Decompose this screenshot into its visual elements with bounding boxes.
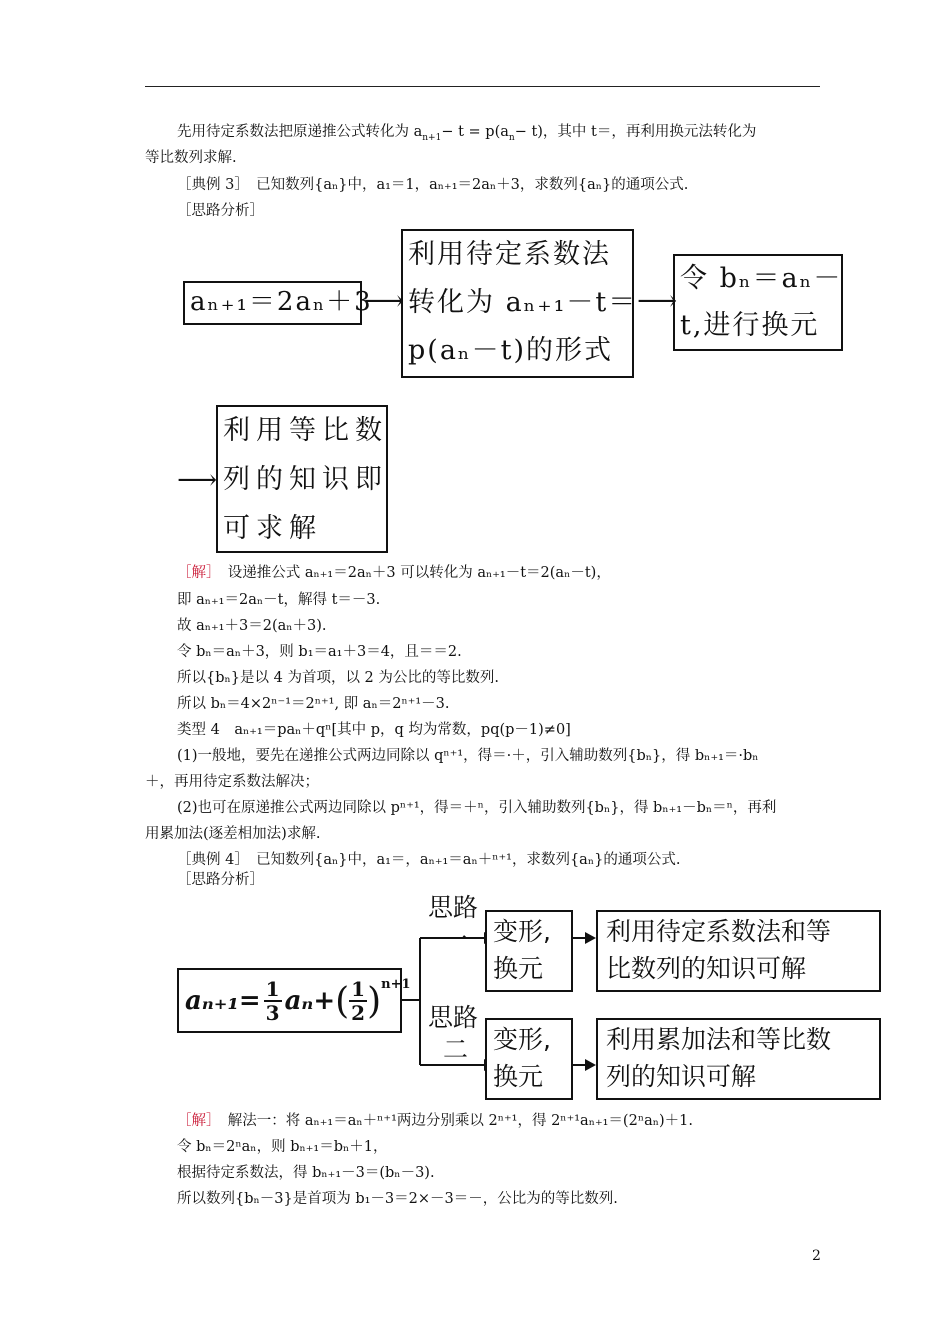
analysis-label: ［思路分析］: [177, 872, 264, 888]
text-line: 等比数列求解.: [145, 150, 237, 166]
solution-tag: ［解］: [177, 1113, 214, 1129]
solution-line: 故 aₙ₊₁＋3＝2(aₙ＋3).: [177, 618, 327, 634]
step-box-2-line: 变形,: [493, 1025, 551, 1054]
flow-box-3-line: 利用等比数: [223, 415, 388, 446]
example-tag: ［典例 4］: [177, 852, 242, 868]
text-line: (1)一般地，要先在递推公式两边同除以 qⁿ⁺¹，得＝·＋，引入辅助数列{bₙ}，得 bₙ₊₁＝·bₙ: [177, 748, 759, 764]
example-tag: ［典例 3］: [177, 177, 242, 193]
route-2-label: 思路: [428, 1003, 479, 1032]
result-box-2-line: 列的知识可解: [606, 1062, 757, 1091]
result-box-2-line: 利用累加法和等比数: [606, 1025, 832, 1054]
flow-box-2-line: 令 bₙ＝aₙ－: [680, 263, 843, 294]
flow-box-3-line: 列的知识即: [223, 464, 388, 495]
type-4-heading: 类型 4 aₙ₊₁＝paₙ＋qⁿ[其中 p，q 均为常数，pq(p－1)≠0]: [177, 722, 571, 738]
text-line: (2)也可在原递推公式两边同除以 pⁿ⁺¹，得＝＋ⁿ，引入辅助数列{bₙ}，得 bₙ₊₁－bₙ＝ⁿ，再利: [177, 800, 777, 816]
step-box-1-line: 变形,: [493, 917, 551, 946]
step-box-1-line: 换元: [493, 954, 544, 983]
flow-box-1-line: 利用待定系数法: [408, 239, 611, 270]
text-line: 先用待定系数法把原递推公式转化为 $a_{n+1}- t = p(a_n- t)$，其中 t＝，再利用换元法转化为: [177, 124, 757, 143]
flowchart-2: [175, 893, 881, 1103]
solution-line: 即 aₙ₊₁＝2aₙ－t，解得 t＝－3.: [177, 592, 381, 608]
arrow-icon: ⟶: [177, 463, 218, 496]
result-box-1-line: 利用待定系数法和等: [606, 917, 832, 946]
header-rule: [145, 86, 820, 87]
route-1-label: 一: [443, 925, 469, 954]
analysis-label: ［思路分析］: [177, 203, 264, 219]
solution-line: 令 bₙ＝2ⁿaₙ，则 bₙ₊₁＝bₙ＋1，: [177, 1139, 388, 1155]
solution-line: 根据待定系数法，得 bₙ₊₁－3＝(bₙ－3).: [177, 1165, 435, 1181]
text-line: ＋，再用待定系数法解决；: [145, 774, 319, 790]
solution-tag: ［解］: [177, 565, 214, 581]
solution-line: 所以数列{bₙ－3}是首项为 b₁－3＝2×－3＝－，公比为的等比数列.: [177, 1191, 618, 1207]
text-line: 用累加法(逐差相加法)求解.: [145, 826, 321, 842]
example-3-line: ［典例 3］ 已知数列{aₙ}中，a₁＝1，aₙ₊₁＝2aₙ＋3，求数列{aₙ}的通项公式.: [177, 177, 689, 193]
page-number: 2: [812, 1248, 821, 1264]
flow-box-2-line: t,进行换元: [680, 310, 820, 341]
solution-line: ［解］ 解法一：将 aₙ₊₁＝aₙ＋ⁿ⁺¹两边分别乘以 2ⁿ⁺¹，得 2ⁿ⁺¹aₙ₊₁＝(2ⁿaₙ)＋1.: [177, 1113, 693, 1129]
flow-box-3-line: 可求解: [223, 513, 322, 544]
flow-box-1-line: p(aₙ－t)的形式: [408, 335, 613, 366]
arrow-icon: ⟶: [364, 284, 405, 317]
result-box-1-line: 比数列的知识可解: [606, 954, 807, 983]
solution-line: 所以 bₙ＝4×2ⁿ⁻¹＝2ⁿ⁺¹, 即 aₙ＝2ⁿ⁺¹－3.: [177, 696, 450, 712]
flow-box-1-line: 转化为 aₙ₊₁－t＝: [408, 287, 638, 318]
step-box-2-line: 换元: [493, 1062, 544, 1091]
flow-start-formula: aₙ₊₁= $\frac{1}{3}$ aₙ+ ( 1 2 ) n+1: [185, 977, 411, 1025]
arrow-icon: ⟶: [637, 284, 678, 317]
solution-line: 令 bₙ＝aₙ＋3，则 b₁＝a₁＋3＝4，且＝＝2.: [177, 644, 462, 660]
route-2-label: 二: [443, 1035, 469, 1064]
solution-line: ［解］ 设递推公式 aₙ₊₁＝2aₙ＋3 可以转化为 aₙ₊₁－t＝2(aₙ－t)，: [177, 565, 611, 581]
flow-start-text: aₙ₊₁＝2aₙ＋3: [190, 287, 373, 317]
solution-line: 所以{bₙ}是以 4 为首项，以 2 为公比的等比数列.: [177, 670, 500, 686]
example-4-line: ［典例 4］ 已知数列{aₙ}中，a₁＝，aₙ₊₁＝aₙ＋ⁿ⁺¹，求数列{aₙ}的通项公式.: [177, 852, 681, 868]
route-1-label: 思路: [428, 893, 479, 922]
